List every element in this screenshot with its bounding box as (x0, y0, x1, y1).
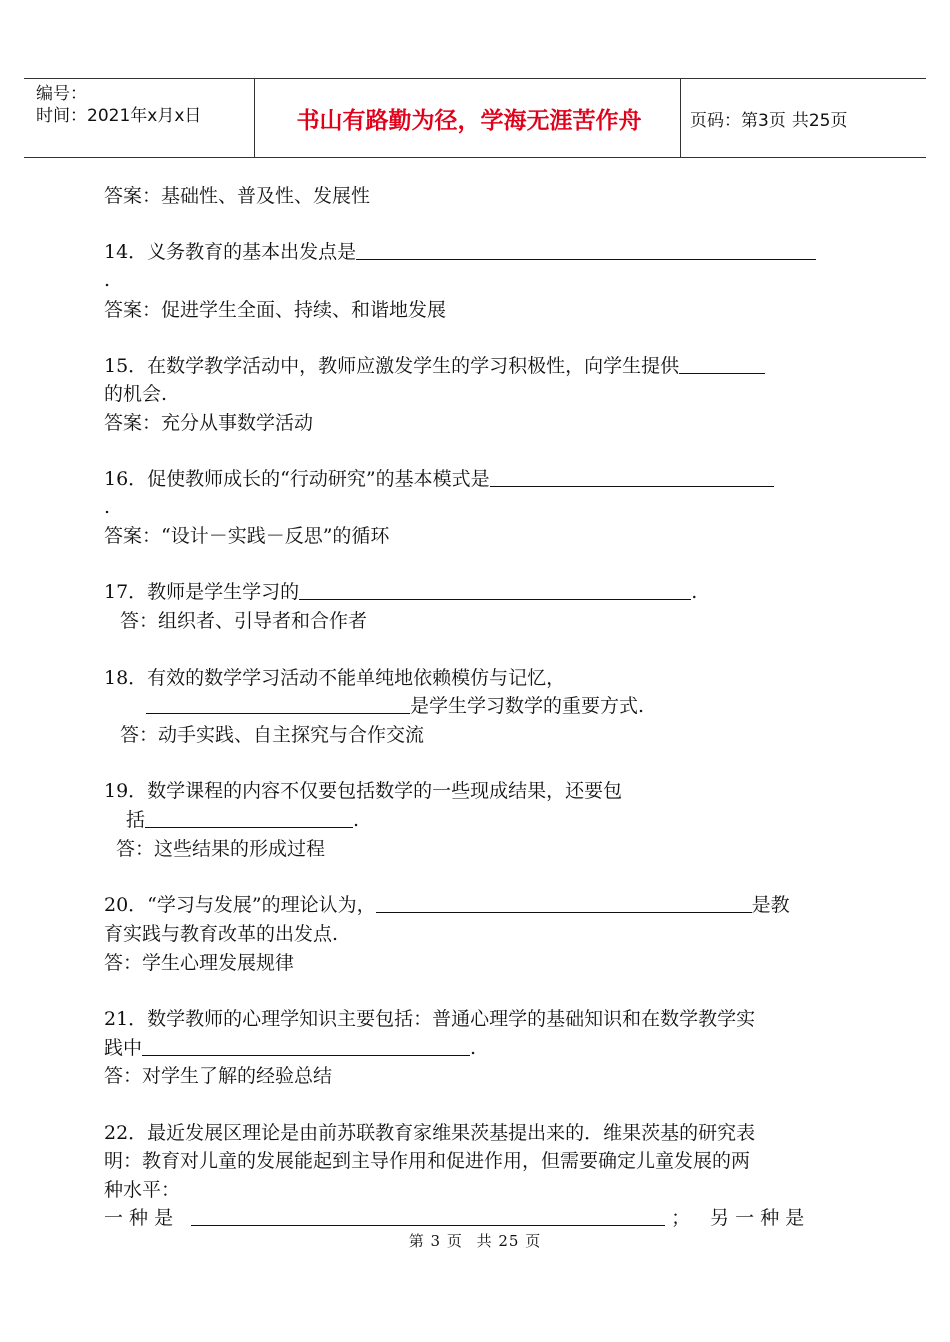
question-20-tail: 育实践与教育改革的出发点. (104, 923, 339, 945)
question-19-tail (126, 806, 359, 834)
question-text: 15．在数学教学活动中，教师应激发学生的学习积极性，向学生提供 (104, 355, 680, 377)
answer-blank (299, 579, 691, 600)
question-text: 20．“学习与发展”的理论认为， (104, 894, 376, 916)
question-22-line-2: 明：教育对儿童的发展能起到主导作用和促进作用，但需要确定儿童发展的两 (104, 1150, 751, 1172)
question-text: 一 种 是 (104, 1207, 174, 1229)
document-header (24, 78, 926, 158)
header-divider (680, 79, 681, 157)
header-motto: 书山有路勤为径，学海无涯苦作舟 (296, 107, 642, 134)
question-15-tail: 的机会. (104, 383, 168, 405)
answer-13: 答案：基础性、普及性、发展性 (104, 185, 371, 207)
answer-19: 答：这些结果的形成过程 (116, 838, 326, 860)
header-meta (36, 83, 256, 127)
answer-20: 答：学生心理发展规律 (104, 952, 295, 974)
question-22-line-4 (104, 1204, 804, 1232)
answer-blank (191, 1205, 665, 1226)
answer-blank (142, 1035, 470, 1056)
question-17 (104, 578, 697, 606)
question-22-line-1: 22．最近发展区理论是由前苏联教育家维果茨基提出来的．维果茨基的研究表 (104, 1122, 756, 1144)
question-text: 16．促使教师成长的“行动研究”的基本模式是 (104, 468, 490, 490)
answer-18: 答：动手实践、自主探究与合作交流 (120, 724, 425, 746)
question-16-tail: . (104, 496, 111, 518)
question-text: 另 一 种 是 (710, 1207, 805, 1229)
header-divider (254, 79, 255, 157)
time-label: 时间：2021年x月x日 (36, 106, 202, 126)
question-text: 14．义务教育的基本出发点是 (104, 241, 357, 263)
footer-page-total: 共 25 页 (476, 1232, 542, 1250)
question-text: 17．教师是学生学习的 (104, 581, 300, 603)
question-21-tail (104, 1034, 476, 1062)
footer-page-number: 第 3 页 (408, 1232, 463, 1250)
header-page-label: 页码：第3页 (690, 110, 786, 131)
question-end: . (470, 1037, 477, 1059)
question-text: 括 (126, 809, 146, 831)
answer-blank (376, 892, 752, 913)
question-text: 是学生学习数学的重要方式. (410, 695, 645, 717)
answer-blank (356, 239, 816, 260)
answer-17: 答：组织者、引导者和合作者 (120, 610, 368, 632)
serial-number-label: 编号： (36, 84, 87, 104)
question-18: 18．有效的数学学习活动不能单纯地依赖模仿与记忆， (104, 667, 566, 689)
question-14-tail: . (104, 269, 111, 291)
question-21: 21．数学教师的心理学知识主要包括：普通心理学的基础知识和在数学教学实 (104, 1008, 756, 1030)
answer-blank (146, 693, 410, 714)
answer-blank (145, 807, 353, 828)
question-22-line-3: 种水平： (104, 1179, 181, 1201)
answer-blank (490, 466, 774, 487)
question-15 (104, 352, 765, 380)
answer-14: 答案：促进学生全面、持续、和谐地发展 (104, 299, 447, 321)
question-18-tail (146, 692, 644, 720)
answer-16: 答案：“设计－实践－反思”的循环 (104, 525, 390, 547)
question-end: . (691, 581, 698, 603)
question-separator: ； (671, 1207, 691, 1229)
header-total-label: 共25页 (791, 110, 848, 131)
header-page-info (690, 79, 853, 157)
question-20 (104, 891, 790, 919)
question-19: 19．数学课程的内容不仅要包括数学的一些现成结果，还要包 (104, 780, 623, 802)
question-end: 是教 (751, 894, 790, 916)
answer-21: 答：对学生了解的经验总结 (104, 1065, 333, 1087)
question-14 (104, 238, 816, 266)
answer-15: 答案：充分从事数学活动 (104, 412, 314, 434)
page-footer (0, 1230, 950, 1251)
question-text: 践中 (104, 1037, 143, 1059)
question-end: . (353, 809, 360, 831)
answer-blank (679, 353, 765, 374)
question-16 (104, 465, 774, 493)
